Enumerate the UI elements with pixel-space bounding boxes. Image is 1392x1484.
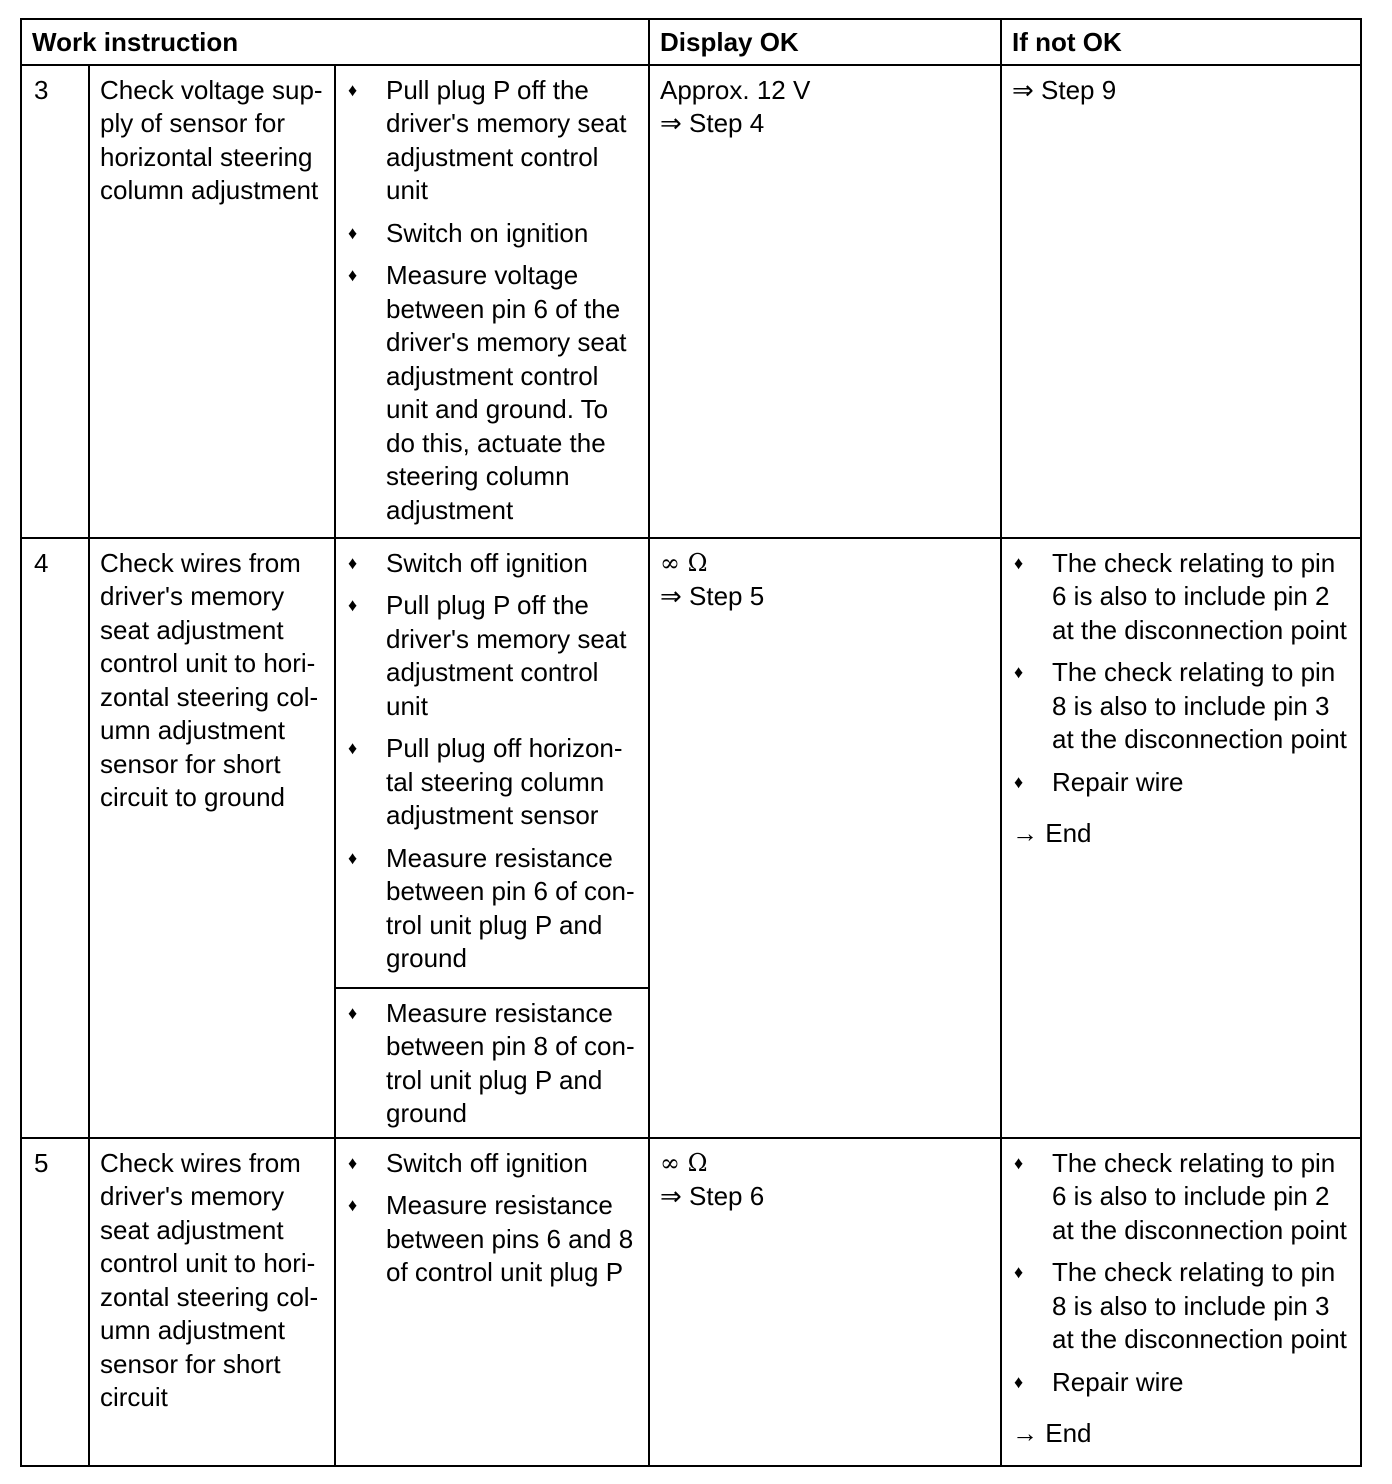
actions-cell <box>335 65 649 538</box>
if-not-ok-cell <box>1001 1138 1361 1466</box>
table-row <box>21 538 1361 988</box>
remedy-item: ♦ The check relating to pin 8 is also to include pin 3 at the disconnection point <box>1014 1257 1347 1354</box>
diamond-bullet-icon: ♦ <box>1014 1152 1024 1173</box>
step-number: 5 <box>21 1138 89 1466</box>
step-number: 3 <box>21 65 89 538</box>
header-if-not-ok: If not OK <box>1001 19 1361 65</box>
end-marker: → End <box>1012 818 1092 848</box>
display-ok-cell <box>649 1138 1001 1466</box>
actions-cell <box>335 1138 649 1466</box>
action-item: ♦ Measure voltage between pin 6 of the driver's memory seat adjustment control unit and ground. To do this, actuate the steering column adjustment <box>348 260 627 525</box>
action-item: ♦ Measure resistance between pin 6 of con- trol unit plug P and ground <box>348 842 635 973</box>
diamond-bullet-icon: ♦ <box>348 552 358 573</box>
diamond-bullet-icon: ♦ <box>348 222 358 243</box>
display-ok-value: ∞ Ω <box>660 1148 708 1177</box>
diamond-bullet-icon: ♦ <box>348 79 358 100</box>
action-item: ♦ Measure resistance between pins 6 and 8 of control unit plug P <box>348 1190 634 1287</box>
header-display-ok: Display OK <box>649 19 1001 65</box>
end-marker: → End <box>1012 1418 1092 1448</box>
remedy-item: ♦ Repair wire <box>1012 766 1350 800</box>
display-ok-cell <box>649 65 1001 538</box>
action-item: ♦ Measure resistance between pin 8 of con- trol unit plug P and ground <box>348 997 635 1128</box>
step-description: Check wires from driver's memory seat adjustment control unit to hori- zontal steering col- umn adjustment sensor for short circuit <box>89 1138 335 1466</box>
display-ok-value: ∞ Ω <box>660 548 708 577</box>
diamond-bullet-icon: ♦ <box>348 847 358 868</box>
remedy-item: ♦ The check relating to pin 6 is also to include pin 2 at the disconnection point <box>1014 547 1347 645</box>
action-item: ♦ Switch on ignition <box>346 217 638 251</box>
diamond-bullet-icon: ♦ <box>348 595 358 615</box>
action-item: ♦ Pull plug off horizon- tal steering column adjustment sensor <box>348 733 623 830</box>
if-not-ok-cell <box>1001 65 1361 538</box>
header-row <box>21 19 1361 65</box>
table-row <box>21 65 1361 538</box>
work-instruction-table <box>20 18 1362 1467</box>
remedy-item: ♦ The check relating to pin 6 is also to include pin 2 at the disconnection point <box>1014 1147 1347 1245</box>
action-item: ♦ Pull plug P off the driver's memory seat adjustment control unit <box>348 590 627 721</box>
if-not-ok-next-step: ⇒ Step 9 <box>1012 74 1117 105</box>
diamond-bullet-icon: ♦ <box>348 1195 358 1215</box>
step-number: 4 <box>21 538 89 1138</box>
display-ok-next-step: ⇒ Step 5 <box>660 581 765 611</box>
actions-cell <box>335 988 649 1138</box>
actions-cell <box>335 538 649 988</box>
action-item: ♦ Switch off ignition <box>346 1147 638 1181</box>
diamond-bullet-icon: ♦ <box>348 1002 358 1023</box>
step-description: Check wires from driver's memory seat adjustment control unit to hori- zontal steering col- umn adjustment sensor for short circuit to ground <box>89 538 335 1138</box>
action-item: ♦ Pull plug P off the driver's memory seat adjustment control unit <box>348 74 627 205</box>
diamond-bullet-icon: ♦ <box>348 738 358 758</box>
display-ok-next-step: ⇒ Step 6 <box>660 1181 765 1211</box>
header-work-instruction: Work instruction <box>21 19 649 65</box>
diamond-bullet-icon: ♦ <box>348 265 358 285</box>
diamond-bullet-icon: ♦ <box>1014 662 1024 682</box>
table-row <box>21 1138 1361 1466</box>
diamond-bullet-icon: ♦ <box>1014 1262 1024 1282</box>
diamond-bullet-icon: ♦ <box>1014 1371 1024 1392</box>
diamond-bullet-icon: ♦ <box>1014 552 1024 573</box>
remedy-item: ♦ The check relating to pin 8 is also to include pin 3 at the disconnection point <box>1014 657 1347 754</box>
display-ok-value: Approx. 12 V <box>660 74 811 105</box>
action-item: ♦ Switch off ignition <box>346 547 638 581</box>
display-ok-cell <box>649 538 1001 1138</box>
remedy-item: ♦ Repair wire <box>1012 1366 1350 1400</box>
if-not-ok-cell <box>1001 538 1361 1138</box>
diamond-bullet-icon: ♦ <box>348 1152 358 1173</box>
display-ok-next-step: ⇒ Step 4 <box>660 108 765 138</box>
step-description: Check voltage sup- ply of sensor for horizontal steering column adjustment <box>89 65 335 538</box>
diamond-bullet-icon: ♦ <box>1014 771 1024 792</box>
